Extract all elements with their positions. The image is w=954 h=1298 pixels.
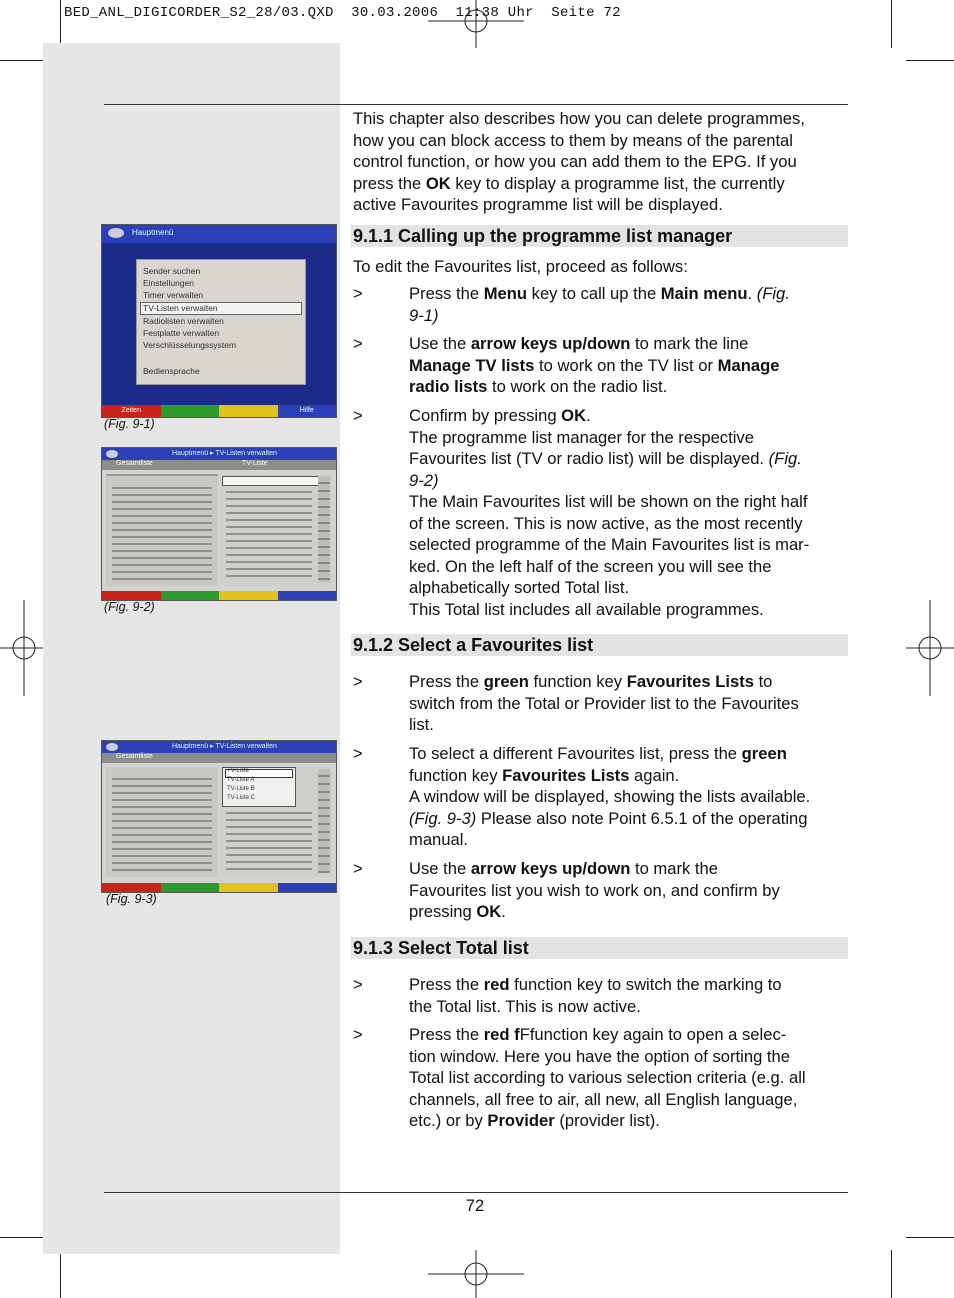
print-slug: BED_ANL_DIGICORDER_S2_28/03.QXD 30.03.2006 11:38 Uhr Seite 72	[64, 5, 621, 21]
list-item: > To select a different Favourites list, press the green function key Favourites Lists again. A window will be displayed, showing the lists available. (Fig. 9-3) Please also note Point 6.5.1 of the operating manual.	[353, 744, 811, 849]
menu-item: Timer verwalten	[143, 290, 204, 300]
intro-paragraph: This chapter also describes how you can delete programmes, how you can block access to them by means of the parental control function, or how you can add them to the EPG. If you press the OK key to display a programme list, the currently active Favourites programme list will be displayed.	[353, 109, 805, 214]
list-item: > Use the arrow keys up/down to mark the Favourites list you wish to work on, and confirm by pressing OK.	[353, 859, 780, 921]
screen-title-bar	[102, 225, 336, 243]
header-rule	[104, 104, 848, 105]
table-rows	[112, 482, 212, 580]
list-item: > Press the red function key to switch the marking to the Total list. This is now active.	[353, 975, 782, 1016]
popup-item: TV-Liste A	[227, 777, 255, 783]
green-key	[161, 883, 220, 892]
registration-mark-top	[428, 0, 524, 48]
function-key-bar	[102, 883, 336, 892]
menu-item: Festplatte verwalten	[143, 328, 220, 338]
total-list-label: Gesamtliste	[116, 753, 153, 760]
list-item: > Press the green function key Favourites Lists to switch from the Total or Provider list to the Favourites list.	[353, 672, 799, 734]
table-row	[106, 474, 218, 476]
total-list-table	[106, 474, 218, 586]
figure-caption: (Fig. 9-3)	[106, 892, 157, 906]
total-list-label: Gesamtliste	[116, 460, 153, 467]
figure-9-2-screenshot	[101, 447, 337, 601]
figure-9-1-screenshot	[101, 224, 337, 418]
red-key: Zeiten	[102, 405, 161, 417]
tv-list-label: TV-Liste	[242, 460, 268, 467]
green-key	[161, 591, 220, 600]
registration-mark-bottom	[428, 1250, 524, 1298]
blue-key	[278, 591, 337, 600]
function-key-bar	[102, 591, 336, 600]
table-rows	[226, 807, 312, 871]
menu-item: Bediensprache	[143, 366, 200, 376]
section-heading-9-1-2: 9.1.2 Select a Favourites list	[351, 634, 848, 656]
function-key-bar	[102, 405, 336, 417]
figure-caption: (Fig. 9-2)	[104, 600, 155, 614]
figure-9-3-screenshot	[101, 740, 337, 893]
list-header-bar	[102, 753, 336, 763]
yellow-key	[219, 405, 278, 417]
favourites-lists-popup	[222, 767, 296, 807]
section-heading-9-1-3: 9.1.3 Select Total list	[351, 937, 848, 959]
screen-title-bar	[102, 741, 336, 753]
page-number: 72	[465, 1196, 485, 1215]
red-key	[102, 883, 161, 892]
table-rows	[226, 486, 312, 582]
icon-column	[318, 769, 330, 873]
blue-key	[278, 883, 337, 892]
menu-item: Radiolisten verwalten	[143, 316, 224, 326]
list-item: > Confirm by pressing OK. The programme list manager for the respective Favourites list (TV or radio list) will be displayed. (Fig. 9-2) The Main Favourites list will be shown on the right half of the screen. This is now active, as the most recently selected programme of the Main Favourites list is mar- ked. On the left half of the screen you will see the alphabetically sorted Total list. This Total list includes all available programmes.	[353, 406, 810, 619]
tv-logo-icon	[108, 228, 124, 238]
screen-title: Hauptmenü	[132, 228, 174, 237]
menu-item: Verschlüsselungssystem	[143, 340, 237, 350]
figure-caption: (Fig. 9-1)	[104, 417, 155, 431]
menu-item-selected: TV-Listen verwalten	[143, 303, 218, 313]
crop-mark	[891, 1250, 892, 1298]
tv-logo-icon	[106, 743, 118, 751]
main-menu-box	[136, 259, 306, 385]
footer-rule	[104, 1192, 848, 1193]
icon-column	[318, 476, 330, 582]
tv-list-table	[220, 474, 332, 586]
registration-mark-left	[0, 600, 48, 696]
crop-mark	[60, 0, 61, 48]
screen-title: Hauptmenü ▸ TV-Listen verwalten	[172, 450, 277, 457]
screen-title: Hauptmenü ▸ TV-Listen verwalten	[172, 743, 277, 750]
crop-mark	[0, 60, 48, 61]
registration-mark-right	[906, 600, 954, 696]
total-list-table	[106, 767, 218, 877]
menu-item: Einstellungen	[143, 278, 195, 288]
list-header-bar	[102, 460, 336, 470]
popup-item: TV-Liste C	[227, 795, 256, 801]
green-key	[161, 405, 220, 417]
menu-item: Sender suchen	[143, 266, 201, 276]
tv-logo-icon	[106, 450, 118, 458]
yellow-key	[219, 591, 278, 600]
list-item: > Use the arrow keys up/down to mark the line Manage TV lists to work on the TV list or Manage radio lists to work on the radio list.	[353, 334, 780, 396]
list-item: > Press the red fFfunction key again to open a selec- tion window. Here you have the option of sorting the Total list according to various selection criteria (e.g. all channels, all free to air, all new, all English language, etc.) or by Provider (provider list).	[353, 1025, 806, 1130]
crop-mark	[891, 0, 892, 48]
popup-item: TV-Liste B	[227, 786, 255, 792]
popup-item: TV-Liste	[227, 768, 250, 774]
list-item: > Press the Menu key to call up the Main menu. (Fig. 9-1)	[353, 284, 790, 325]
yellow-key	[219, 883, 278, 892]
crop-mark	[906, 1237, 954, 1238]
blue-key: Hilfe	[278, 405, 337, 417]
selected-row	[222, 476, 320, 486]
table-rows	[112, 773, 212, 871]
crop-mark	[0, 1237, 48, 1238]
section-heading-9-1-1: 9.1.1 Calling up the programme list manager	[351, 225, 848, 247]
screen-title-bar	[102, 448, 336, 460]
crop-mark	[906, 60, 954, 61]
crop-mark	[60, 1250, 61, 1298]
red-key	[102, 591, 161, 600]
section-lead: To edit the Favourites list, proceed as follows:	[353, 257, 688, 276]
